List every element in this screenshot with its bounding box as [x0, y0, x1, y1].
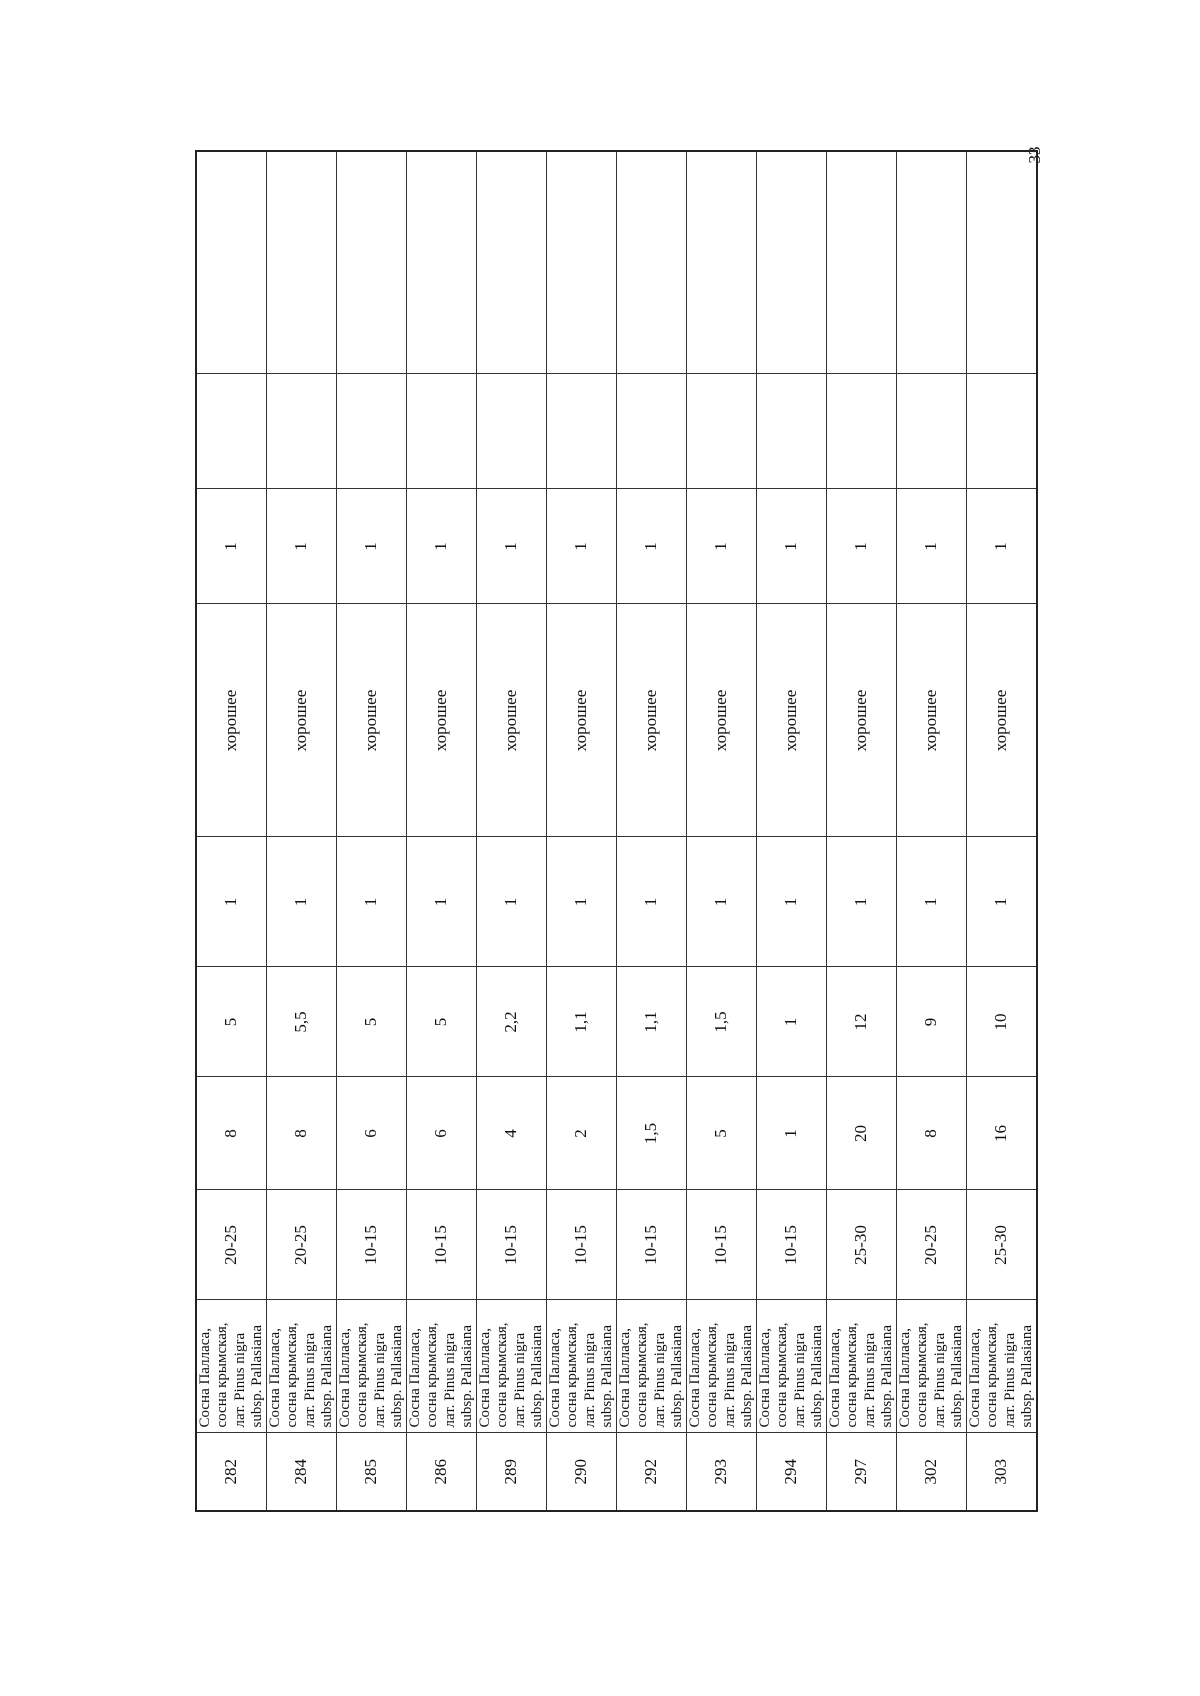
- tree-number: 284: [267, 1433, 337, 1511]
- count-value: 1: [477, 837, 547, 967]
- species-name: Сосна Палласа, сосна крымская, лат. Pinus nigra subsp. Pallasiana: [547, 1300, 617, 1433]
- condition-value: хорошее: [337, 604, 407, 837]
- species-name: Сосна Палласа, сосна крымская, лат. Pinus nigra subsp. Pallasiana: [337, 1300, 407, 1433]
- empty-cell: [757, 374, 827, 489]
- count-value: 1: [757, 837, 827, 967]
- condition-value: хорошее: [897, 604, 967, 837]
- age-range: 20-25: [267, 1190, 337, 1300]
- table-row: [757, 151, 827, 1511]
- tree-number: 302: [897, 1433, 967, 1511]
- empty-cell: [196, 151, 267, 374]
- tree-number: 282: [196, 1433, 267, 1511]
- height-value: 2: [547, 1077, 617, 1190]
- diameter-value: 9: [897, 967, 967, 1077]
- height-value: 6: [407, 1077, 477, 1190]
- count-value: 1: [407, 837, 477, 967]
- category-value: 1: [547, 489, 617, 604]
- age-range: 10-15: [617, 1190, 687, 1300]
- height-value: 4: [477, 1077, 547, 1190]
- tree-number: 290: [547, 1433, 617, 1511]
- empty-cell: [477, 151, 547, 374]
- condition-value: хорошее: [687, 604, 757, 837]
- empty-cell: [547, 374, 617, 489]
- category-value: 1: [897, 489, 967, 604]
- empty-cell: [267, 374, 337, 489]
- condition-value: хорошее: [617, 604, 687, 837]
- tree-number: 293: [687, 1433, 757, 1511]
- height-value: 8: [196, 1077, 267, 1190]
- table-row: [827, 151, 897, 1511]
- diameter-value: 5: [407, 967, 477, 1077]
- table-row: [196, 151, 267, 1511]
- diameter-value: 5: [337, 967, 407, 1077]
- condition-value: хорошее: [547, 604, 617, 837]
- age-range: 10-15: [477, 1190, 547, 1300]
- empty-cell: [897, 374, 967, 489]
- diameter-value: 5: [196, 967, 267, 1077]
- count-value: 1: [337, 837, 407, 967]
- table-row: [897, 151, 967, 1511]
- species-name: Сосна Палласа, сосна крымская, лат. Pinus nigra subsp. Pallasiana: [687, 1300, 757, 1433]
- tree-inventory-table: [195, 150, 1038, 1512]
- table-row: [547, 151, 617, 1511]
- tree-number: 289: [477, 1433, 547, 1511]
- diameter-value: 1,1: [617, 967, 687, 1077]
- condition-value: хорошее: [267, 604, 337, 837]
- age-range: 25-30: [967, 1190, 1038, 1300]
- table-row: [617, 151, 687, 1511]
- age-range: 10-15: [547, 1190, 617, 1300]
- species-name: Сосна Палласа, сосна крымская, лат. Pinus nigra subsp. Pallasiana: [757, 1300, 827, 1433]
- page-number: 33: [1025, 146, 1044, 164]
- empty-cell: [757, 151, 827, 374]
- species-name: Сосна Палласа, сосна крымская, лат. Pinus nigra subsp. Pallasiana: [617, 1300, 687, 1433]
- category-value: 1: [827, 489, 897, 604]
- empty-cell: [337, 151, 407, 374]
- age-range: 20-25: [196, 1190, 267, 1300]
- condition-value: хорошее: [827, 604, 897, 837]
- empty-cell: [897, 151, 967, 374]
- diameter-value: 1: [757, 967, 827, 1077]
- age-range: 10-15: [757, 1190, 827, 1300]
- empty-cell: [827, 374, 897, 489]
- height-value: 20: [827, 1077, 897, 1190]
- condition-value: хорошее: [477, 604, 547, 837]
- species-name: Сосна Палласа, сосна крымская, лат. Pinus nigra subsp. Pallasiana: [827, 1300, 897, 1433]
- species-name: Сосна Палласа, сосна крымская, лат. Pinus nigra subsp. Pallasiana: [196, 1300, 267, 1433]
- count-value: 1: [827, 837, 897, 967]
- category-value: 1: [687, 489, 757, 604]
- species-name: Сосна Палласа, сосна крымская, лат. Pinus nigra subsp. Pallasiana: [897, 1300, 967, 1433]
- table-row: [967, 151, 1038, 1511]
- tree-number: 303: [967, 1433, 1038, 1511]
- diameter-value: 10: [967, 967, 1038, 1077]
- category-value: 1: [967, 489, 1038, 604]
- category-value: 1: [267, 489, 337, 604]
- tree-inventory-table-wrapper: [195, 152, 1035, 1512]
- count-value: 1: [617, 837, 687, 967]
- count-value: 1: [267, 837, 337, 967]
- height-value: 8: [897, 1077, 967, 1190]
- empty-cell: [617, 151, 687, 374]
- diameter-value: 5,5: [267, 967, 337, 1077]
- category-value: 1: [196, 489, 267, 604]
- category-value: 1: [617, 489, 687, 604]
- age-range: 20-25: [897, 1190, 967, 1300]
- age-range: 10-15: [687, 1190, 757, 1300]
- table-row: [477, 151, 547, 1511]
- height-value: 1: [757, 1077, 827, 1190]
- tree-number: 286: [407, 1433, 477, 1511]
- count-value: 1: [547, 837, 617, 967]
- empty-cell: [407, 151, 477, 374]
- empty-cell: [477, 374, 547, 489]
- empty-cell: [337, 374, 407, 489]
- table-body: [196, 151, 1037, 1511]
- age-range: 25-30: [827, 1190, 897, 1300]
- empty-cell: [827, 151, 897, 374]
- diameter-value: 2,2: [477, 967, 547, 1077]
- table-row: [267, 151, 337, 1511]
- category-value: 1: [757, 489, 827, 604]
- condition-value: хорошее: [757, 604, 827, 837]
- table-row: [407, 151, 477, 1511]
- category-value: 1: [477, 489, 547, 604]
- height-value: 16: [967, 1077, 1038, 1190]
- empty-cell: [407, 374, 477, 489]
- empty-cell: [617, 374, 687, 489]
- empty-cell: [267, 151, 337, 374]
- species-name: Сосна Палласа, сосна крымская, лат. Pinus nigra subsp. Pallasiana: [967, 1300, 1038, 1433]
- count-value: 1: [196, 837, 267, 967]
- height-value: 1,5: [617, 1077, 687, 1190]
- tree-number: 297: [827, 1433, 897, 1511]
- empty-cell: [547, 151, 617, 374]
- condition-value: хорошее: [407, 604, 477, 837]
- height-value: 8: [267, 1077, 337, 1190]
- species-name: Сосна Палласа, сосна крымская, лат. Pinus nigra subsp. Pallasiana: [267, 1300, 337, 1433]
- empty-cell: [687, 374, 757, 489]
- condition-value: хорошее: [967, 604, 1038, 837]
- empty-cell: [196, 374, 267, 489]
- table-row: [687, 151, 757, 1511]
- diameter-value: 1,1: [547, 967, 617, 1077]
- count-value: 1: [687, 837, 757, 967]
- age-range: 10-15: [337, 1190, 407, 1300]
- height-value: 5: [687, 1077, 757, 1190]
- category-value: 1: [407, 489, 477, 604]
- tree-number: 294: [757, 1433, 827, 1511]
- diameter-value: 12: [827, 967, 897, 1077]
- condition-value: хорошее: [196, 604, 267, 837]
- tree-number: 292: [617, 1433, 687, 1511]
- count-value: 1: [897, 837, 967, 967]
- count-value: 1: [967, 837, 1038, 967]
- height-value: 6: [337, 1077, 407, 1190]
- species-name: Сосна Палласа, сосна крымская, лат. Pinus nigra subsp. Pallasiana: [477, 1300, 547, 1433]
- tree-number: 285: [337, 1433, 407, 1511]
- empty-cell: [967, 374, 1038, 489]
- empty-cell: [687, 151, 757, 374]
- diameter-value: 1,5: [687, 967, 757, 1077]
- age-range: 10-15: [407, 1190, 477, 1300]
- species-name: Сосна Палласа, сосна крымская, лат. Pinus nigra subsp. Pallasiana: [407, 1300, 477, 1433]
- table-row: [337, 151, 407, 1511]
- empty-cell: [967, 151, 1038, 374]
- category-value: 1: [337, 489, 407, 604]
